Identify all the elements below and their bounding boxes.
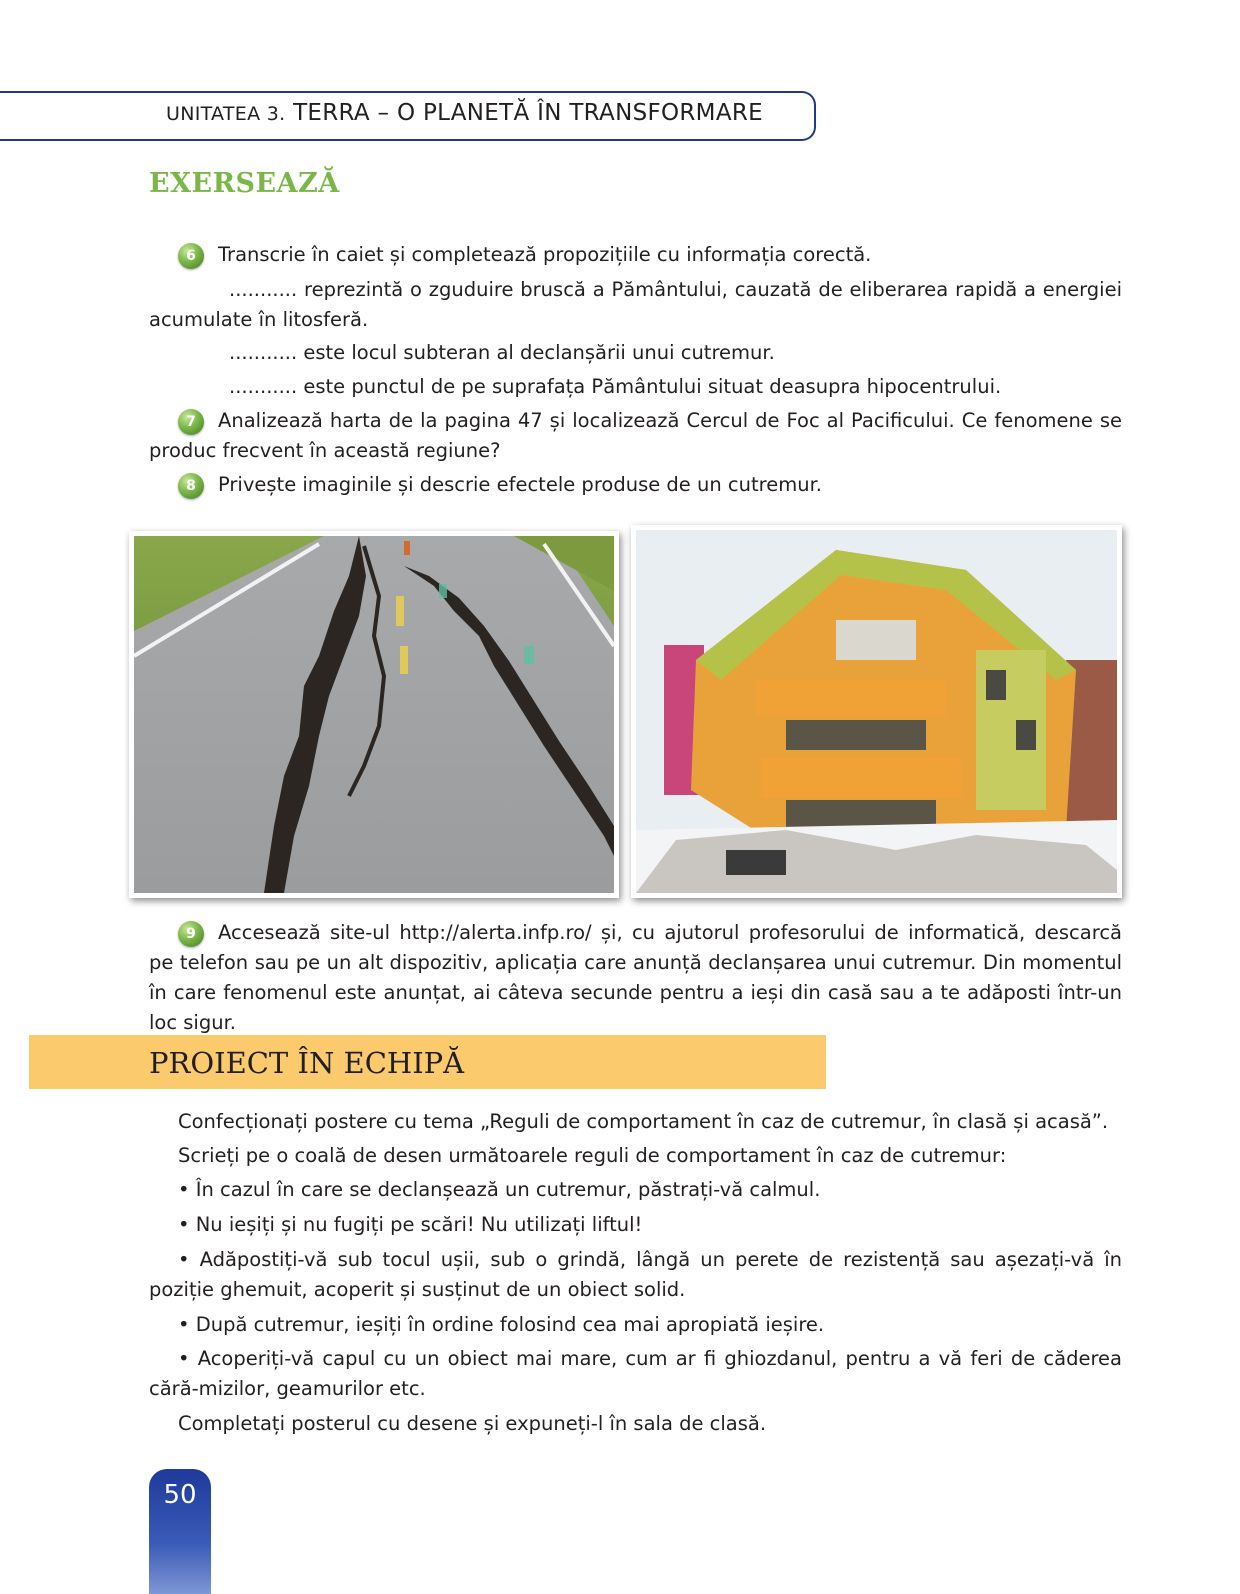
exercise-6-sentence-2: ........... este locul subteran al declanșării unui cutremur. [229,341,775,364]
project-rule: • Nu ieșiți și nu fugiți pe scări! Nu utilizați liftul! [178,1213,643,1236]
page-number: 50 [163,1480,197,1510]
exercise-text: Analizează harta de la pagina 47 și localizează Cercul de Foc al Pacificului. Ce fenomene se produc frecvent în această regiune? [149,409,1122,462]
exercise-9 [149,918,1122,1038]
project-instructions: Scrieți pe o coală de desen următoarele reguli de comportament în caz de cutremur: [178,1144,1007,1167]
project-rule: • După cutremur, ieșiți în ordine folosind cea mai apropiată ieșire. [178,1313,825,1336]
section-title-exerseaza: EXERSEAZĂ [149,168,340,199]
exercise-text: Accesează site-ul http://alerta.infp.ro/ și, cu ajutorul profesorului de informatică, descarcă pe telefon sau pe un alt dispozitiv, aplicația care anunță declanșarea unui cutremur. Din momentul în care fenomenul este anunțat, ai câteva secunde pentru a ieși din casă sau a te adăposti într-un loc sigur. [149,921,1122,1034]
project-rule: • Adăpostiți-vă sub tocul ușii, sub o grindă, lângă un perete de rezistență sau așezați-vă în poziție ghemuit, acoperit și susținut de un obiect solid. [149,1248,1122,1301]
project-intro: Confecționați postere cu tema „Reguli de comportament în caz de cutremur, în clasă și acasă”. [178,1110,1109,1133]
exercise-7 [149,406,1122,466]
unit-label: UNITATEA 3. [166,103,286,125]
project-rule: • În cazul în care se declanșează un cutremur, păstrați-vă calmul. [178,1178,821,1201]
exercise-6-sentence-1: ........... reprezintă o zguduire bruscă a Pământului, cauzată de eliberarea rapidă a energiei acumulate în litosferă. [149,278,1122,331]
collapsed-building-image [636,530,1117,893]
unit-title: TERRA – O PLANETĂ ÎN TRANSFORMARE [293,100,763,126]
exercise-8 [149,470,1122,500]
cracked-road-image [134,536,614,893]
exercise-number-badge: 8 [178,473,204,499]
exercise-text: Privește imaginile și descrie efectele produse de un cutremur. [218,473,823,496]
exercise-6-sentence-3: ........... este punctul de pe suprafața Pământului situat deasupra hipocentrului. [229,375,1002,398]
exercise-number-badge: 6 [178,243,204,269]
exercise-number-badge: 9 [178,921,204,947]
exercise-text: Transcrie în caiet și completează propozițiile cu informația corectă. [218,243,872,266]
unit-header [166,100,763,126]
project-closing: Completați posterul cu desene și expuneți-l în sala de clasă. [178,1412,767,1435]
exercise-number-badge: 7 [178,409,204,435]
project-rule: • Acoperiți-vă capul cu un obiect mai mare, cum ar fi ghiozdanul, pentru a vă feri de căderea cără-mizilor, geamurilor etc. [149,1347,1122,1400]
photo-cracked-road [129,531,619,898]
exercise-6 [149,240,1122,270]
project-title: PROIECT ÎN ECHIPĂ [149,1046,465,1080]
photo-collapsed-building [631,525,1122,898]
